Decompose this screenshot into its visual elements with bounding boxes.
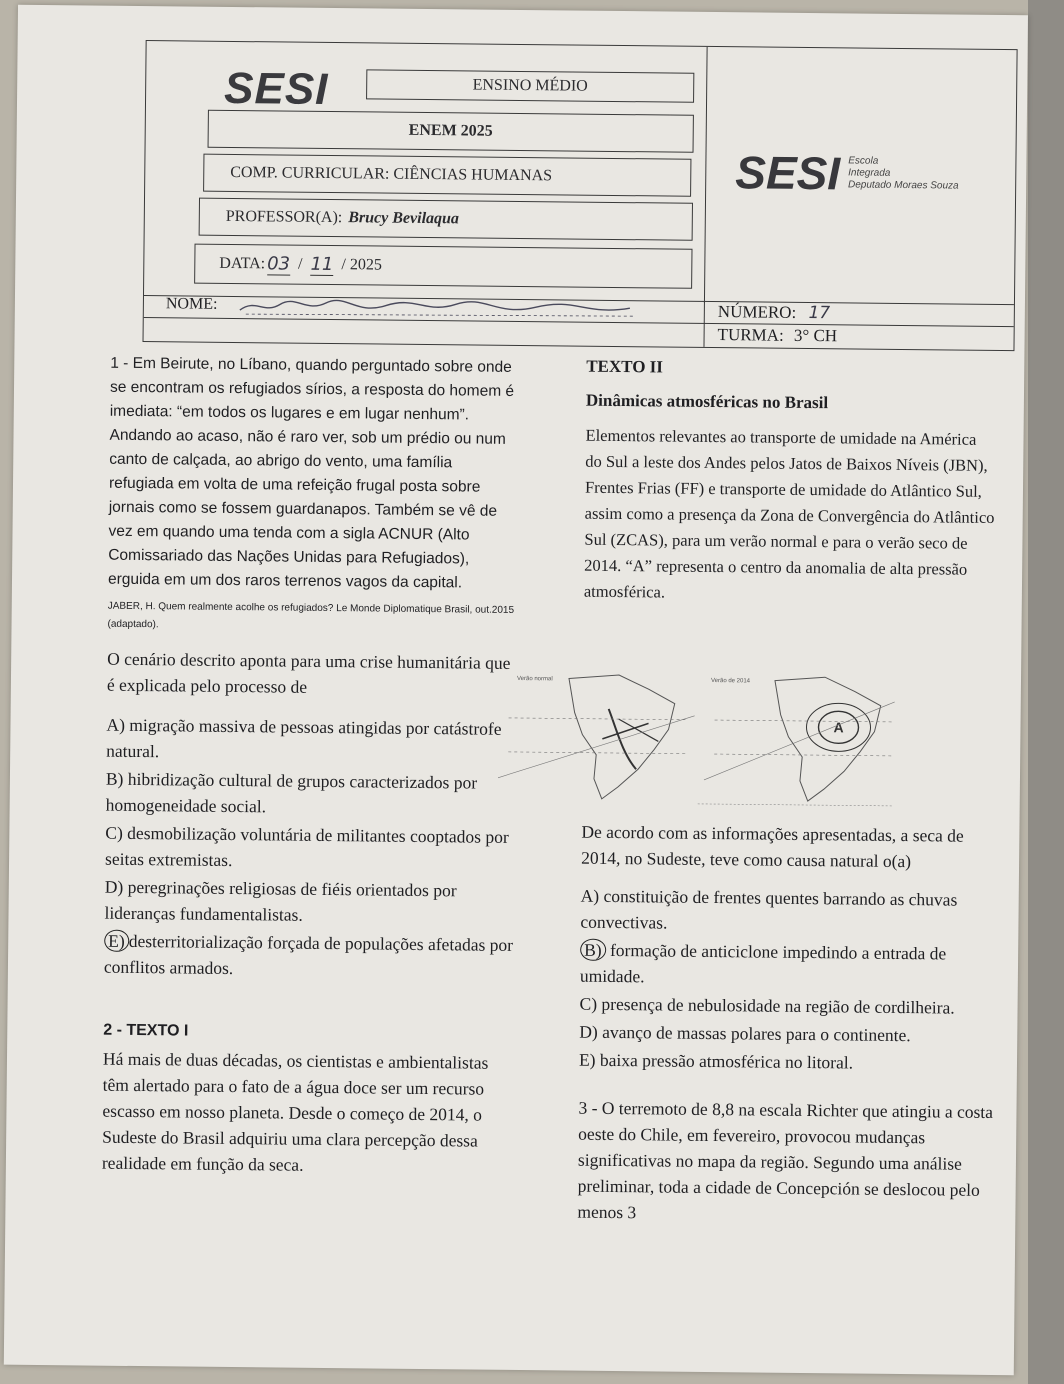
selected-answer-mark: E)	[104, 930, 129, 952]
q3-text: 3 - O terremoto de 8,8 na escala Richter que atingiu a costa oeste do Chile, em fevereiro, provocou mudanças significativas no mapa da região. Segundo uma análise preliminar, toda a cidade de Concepción se deslocou pelo menos 3	[577, 1097, 994, 1223]
school-logo	[735, 145, 959, 201]
q2-options	[579, 883, 1001, 1077]
header-divider	[704, 47, 708, 303]
number-label: NÚMERO:	[717, 302, 797, 322]
text2-title: Dinâmicas atmosféricas no Brasil	[585, 390, 829, 413]
handwritten-name	[236, 294, 636, 322]
sesi-logo: SESI	[223, 63, 329, 114]
q2-option-d[interactable]: D) avanço de massas polares para o continente.	[579, 1021, 911, 1046]
q1-option-b[interactable]: B) hibridização cultural de grupos caracterizados por homogeneidade social.	[105, 768, 478, 817]
q2-prompt: De acordo com as informações apresentadas, a seca de 2014, no Sudeste, teve como causa natural o(a)	[581, 821, 964, 872]
question-2-text-1	[102, 1022, 514, 1180]
exam-sheet	[4, 5, 1028, 1376]
subject-text: COMP. CURRICULAR: CIÊNCIAS HUMANAS	[230, 163, 553, 185]
name-field	[166, 295, 218, 314]
exam-text: ENEM 2025	[408, 121, 493, 140]
question-2	[584, 357, 997, 609]
q1-prompt: O cenário descrito aponta para uma crise humanitária que é explicada pelo processo de	[106, 648, 511, 697]
q1-option-d[interactable]: D) peregrinações religiosas de fiéis orientados por lideranças fundamentalistas.	[104, 876, 457, 925]
class-value: 3° CH	[793, 325, 838, 346]
background-edge	[1028, 0, 1064, 1384]
map-normal-summer	[498, 674, 695, 800]
anomaly-marker: A	[833, 719, 844, 736]
level-box	[366, 69, 694, 102]
number-field	[718, 302, 831, 323]
q1-option-a[interactable]: A) migração massiva de pessoas atingidas por catástrofe natural.	[106, 714, 502, 762]
level-text: ENSINO MÉDIO	[472, 76, 588, 95]
subject-box	[203, 154, 691, 197]
professor-box	[199, 198, 693, 241]
q1-option-e[interactable]: E) desterritorialização forçada de populações afetadas por conflitos armados.	[103, 930, 514, 979]
school-logo-mark: SESI	[735, 146, 841, 200]
professor-label: PROFESSOR(A):	[225, 207, 343, 227]
q1-text: 1 - Em Beirute, no Líbano, quando perguntado sobre onde se encontram os refugiados sírios, a resposta do homem é imediata: “em todos os lugares e em lugar nenhum”. Andando ao acaso, não é raro ver, sob um prédio ou num canto de calçada, ao abrigo do vento, uma família refugiada em volta de uma refeição frugal posta sobre jornais como se fossem guardanapos. Também se vê de vez em quando uma tenda com a sigla ACNUR (Alto Comissariado das Nações Unidas para Refugiados), erguida em um dos raros terrenos vagos da capital.	[107, 354, 515, 592]
class-field	[718, 325, 838, 346]
number-value: 17	[808, 303, 831, 324]
question-2-options	[577, 819, 1001, 1229]
date-year: / 2025	[341, 256, 382, 274]
q2-option-e[interactable]: E) baixa pressão atmosférica no litoral.	[578, 1049, 854, 1073]
q2-text1: Há mais de duas décadas, os cientistas e ambientalistas têm alertado para o fato de a água doce ser um recurso escasso em nosso planeta. Desde o começo de 2014, o Sudeste do Brasil adquiriu uma clara percepção dessa realidade em função da seca.	[101, 1048, 489, 1175]
map-left-label: Verão normal	[516, 675, 553, 683]
q1-option-c[interactable]: C) desmobilização voluntária de militantes cooptados por seitas extremistas.	[104, 822, 509, 871]
class-label: TURMA:	[717, 325, 784, 345]
q2-option-b[interactable]: B) formação de anticiclone impedindo a entrada de umidade.	[579, 939, 947, 987]
q2-option-a[interactable]: A) constituição de frentes quentes barrando as chuvas convectivas.	[580, 885, 958, 933]
date-day: 03	[267, 253, 291, 275]
selected-answer-mark: B)	[580, 939, 606, 961]
map-right-label: Verão de 2014	[710, 678, 751, 685]
school-name: Escola Integrada Deputado Moraes Souza	[847, 155, 959, 192]
date-box: DATA: 03 / 11 / 2025	[194, 244, 692, 289]
q2-option-c[interactable]: C) presença de nebulosidade na região de cordilheira.	[579, 993, 955, 1018]
name-label: NOME:	[165, 295, 218, 313]
map-2014-summer	[704, 676, 895, 802]
q2-heading: 2 - TEXTO I	[103, 1021, 189, 1040]
text2-body: Elementos relevantes ao transporte de umidade na América do Sul a leste dos Andes pelos Jatos de Baixos Níveis (JBN), Frentes Frias (FF) e transporte de umidade do Atlântico Sul, assim como a presença da Zona de Convergência do Atlântico Sul (ZCAS), para um verão normal e para o verão seco de 2014. “A” representa o centro da anomalia de alta pressão atmosférica.	[583, 425, 995, 602]
exam-box	[208, 110, 694, 153]
exam-header	[143, 40, 1018, 351]
date-month: 11	[310, 253, 334, 276]
question-1	[102, 352, 521, 1180]
professor-name: Brucy Bevilaqua	[348, 209, 460, 228]
date-label: DATA:	[219, 254, 266, 273]
q1-reference: JABER, H. Quem realmente acolhe os refugiados? Le Monde Diplomatique Brasil, out.2015 (adaptado).	[107, 600, 515, 631]
q1-options	[104, 712, 517, 984]
text2-heading: TEXTO II	[586, 356, 664, 377]
atmospheric-maps	[498, 668, 895, 812]
